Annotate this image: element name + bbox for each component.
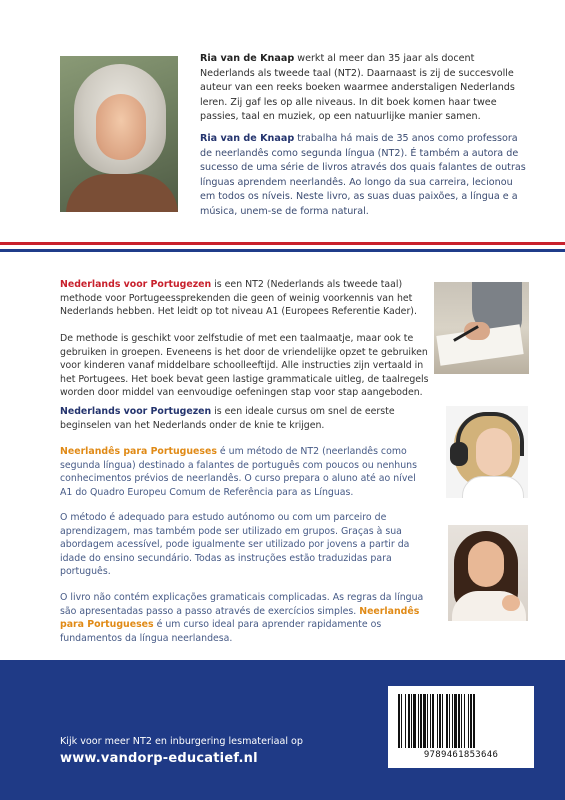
author-bio-portuguese	[200, 132, 530, 220]
author-photo	[60, 56, 178, 212]
nl-intro-text: is een NT2 (Nederlands als tweede taal) methode voor Portugeessprekenden die geen of weinig voorkennis van het Nederlands hebben. Het leidt op tot niveau A1 (Europees Referentie Kader).	[60, 279, 417, 317]
photo-girl-headphones	[446, 406, 528, 498]
pt-paragraph-method: O método é adequado para estudo autónomo ou com um parceiro de aprendizagem, mas também pode ser utilizado em grupos. Graças à sua abordagem acessível, pode igualmente ser utilizado por jovens a partir da idade do ensino secundário. Todas as instruções estão traduzidas para português.	[60, 512, 410, 577]
isbn-number: 9789461853646	[423, 750, 499, 760]
nl-paragraph-intro	[60, 278, 430, 319]
photo-hand-writing	[434, 282, 529, 374]
publisher-website-link[interactable]: www.vandorp-educatief.nl	[60, 751, 258, 766]
pt-grammar-text: O livro não contém explicações gramaticais complicadas. As regras da língua são apresentadas passo a passo através de exercícios simples.	[60, 592, 424, 617]
nl-title-2: Nederlands voor Portugezen	[60, 406, 212, 417]
author-face	[96, 94, 146, 160]
flag-stripe-blue	[0, 249, 565, 252]
author-bio-dutch	[200, 52, 530, 125]
author-name-pt: Ria van de Knaap	[200, 133, 295, 144]
nl-paragraph-method: De methode is geschikt voor zelfstudie of met een taalmaatje, maar ook te gebruiken in groepen. Eveneens is het door de vriendelijke opzet te gebruiken voor kinderen vanaf middelbare schoolleeftijd. Alle instructies zijn vertaald in het Portugees. Het boek bevat geen lastige grammaticale uitleg, de taalregels worden door middel van eenvoudige oefeningen stap voor stap aangeboden.	[60, 333, 429, 398]
pt-ideal-text: é um curso ideal para aprender rapidamente os fundamentos da língua neerlandesa.	[60, 619, 382, 644]
photo-smiling-woman	[448, 525, 528, 621]
pt-title: Neerlandês para Portugueses	[60, 446, 217, 457]
pt-paragraph-intro	[60, 445, 430, 499]
pt-intro-text: é um método de NT2 (neerlandês como segunda língua) destinado a falantes de português com poucos ou nenhuns conhecimentos prévios de neerlandês. O curso prepara o aluno até ao nível A1 do Quadro Europeu Comum de Referência para as Línguas.	[60, 446, 417, 498]
nl-ideal-text: is een ideale cursus om snel de eerste beginselen van het Nederlands onder de knie te krijgen.	[60, 406, 395, 431]
barcode-bars	[396, 694, 526, 748]
pt-title-2: Neerlandês para Portugueses	[60, 605, 420, 630]
pt-paragraph-ideal	[60, 591, 430, 645]
nl-paragraph-ideal	[60, 405, 430, 432]
nl-title: Nederlands voor Portugezen	[60, 279, 212, 290]
author-name-nl: Ria van de Knaap	[200, 53, 295, 64]
author-bio-nl-text: werkt al meer dan 35 jaar als docent Nederlands als tweede taal (NT2). Daarnaast is zij de succesvolle auteur van een reeks boeken waarmee anderstaligen Nederlands leren. Zij gaf les op alle niveaus. In dit boek komen haar twee passies, taal en muziek, op een natuurlijke manier samen.	[200, 53, 515, 123]
barcode	[388, 686, 534, 768]
author-shirt	[66, 174, 178, 212]
author-bio-pt-text: trabalha há mais de 35 anos como professora de neerlandês como segunda língua (NT2). É também a autora de sucesso de uma série de livros através dos quais falantes de outras línguas aprendem neerlandês. Ao longo da sua carreira, lecionou em todos os níveis. Neste livro, as suas duas paixões, a língua e a música, unem-se de forma natural.	[200, 133, 526, 217]
footer-text: Kijk voor meer NT2 en inburgering lesmateriaal op	[60, 736, 304, 747]
